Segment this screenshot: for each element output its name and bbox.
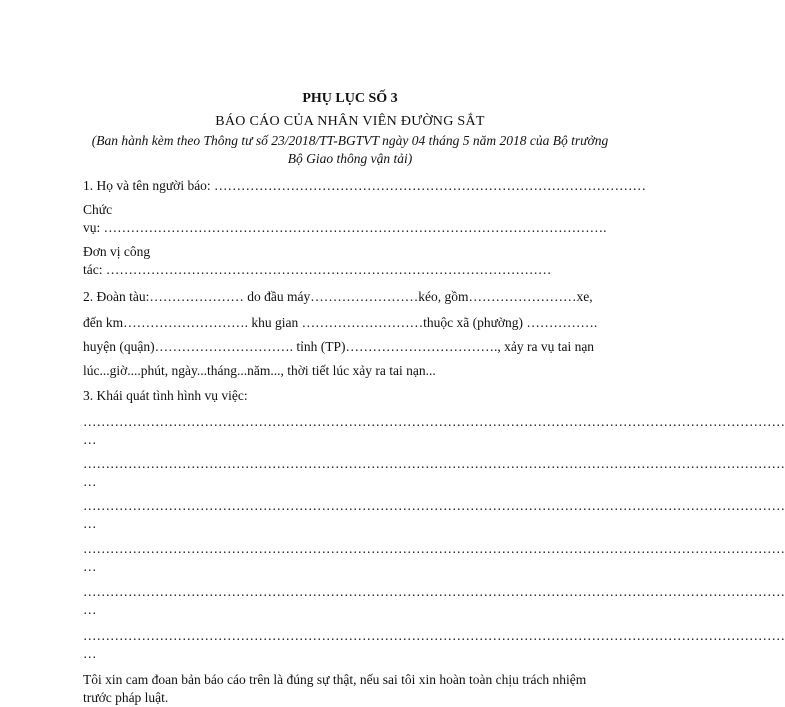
position-label: Chức xyxy=(83,202,113,217)
dotted-line: ………………………………………………………………………………………………………………………………………… xyxy=(83,541,785,556)
train-field-line-1: 2. Đoàn tàu:………………… do đầu máy……………………kéo, gồm……………………xe, xyxy=(83,289,593,304)
report-title: BÁO CÁO CỦA NHÂN VIÊN ĐƯỜNG SẮT xyxy=(215,114,485,129)
train-field-line-4: lúc...giờ....phút, ngày...tháng...năm..., thời tiết lúc xảy ra tai nạn... xyxy=(83,363,436,378)
situation-heading: 3. Khái quát tình hình vụ việc: xyxy=(83,388,248,403)
closing-line-1: Tôi xin cam đoan bản báo cáo trên là đúng sự thật, nếu sai tôi xin hoàn toàn chịu trách nhiệm xyxy=(83,672,587,687)
dotted-line: ………………………………………………………………………………………………………………………………………… xyxy=(83,456,785,471)
reporter-name-field: 1. Họ và tên người báo: …………………………………………………………………………………… xyxy=(83,178,647,193)
ellipsis: … xyxy=(83,516,97,531)
issued-note-line-1: (Ban hành kèm theo Thông tư số 23/2018/TT-BGTVT ngày 04 tháng 5 năm 2018 của Bộ trưởng xyxy=(91,133,609,148)
dotted-line: ………………………………………………………………………………………………………………………………………… xyxy=(83,414,785,429)
dotted-line: ………………………………………………………………………………………………………………………………………… xyxy=(83,628,785,643)
closing-line-2: trước pháp luật. xyxy=(83,690,169,705)
ellipsis: … xyxy=(83,602,97,617)
ellipsis: … xyxy=(83,474,97,489)
issued-note-line-2: Bộ Giao thông vận tải) xyxy=(287,151,413,166)
dotted-line: ………………………………………………………………………………………………………………………………………… xyxy=(83,498,785,513)
train-field-line-2: đến km………………………. khu gian ………………………thuộc xã (phường) ……………. xyxy=(83,315,598,330)
ellipsis: … xyxy=(83,432,97,447)
appendix-title: PHỤ LỤC SỐ 3 xyxy=(302,91,398,106)
position-field: vụ: …………………………………………………………………………………………………. xyxy=(83,220,607,235)
ellipsis: … xyxy=(83,559,97,574)
unit-label: Đơn vị công xyxy=(83,244,151,259)
unit-field: tác: ……………………………………………………………………………………… xyxy=(83,262,552,277)
ellipsis: … xyxy=(83,646,97,661)
train-field-line-3: huyện (quận)…………………………. tỉnh (TP)……………………………., xảy ra vụ tai nạn xyxy=(83,339,595,354)
dotted-line: ………………………………………………………………………………………………………………………………………… xyxy=(83,584,785,599)
